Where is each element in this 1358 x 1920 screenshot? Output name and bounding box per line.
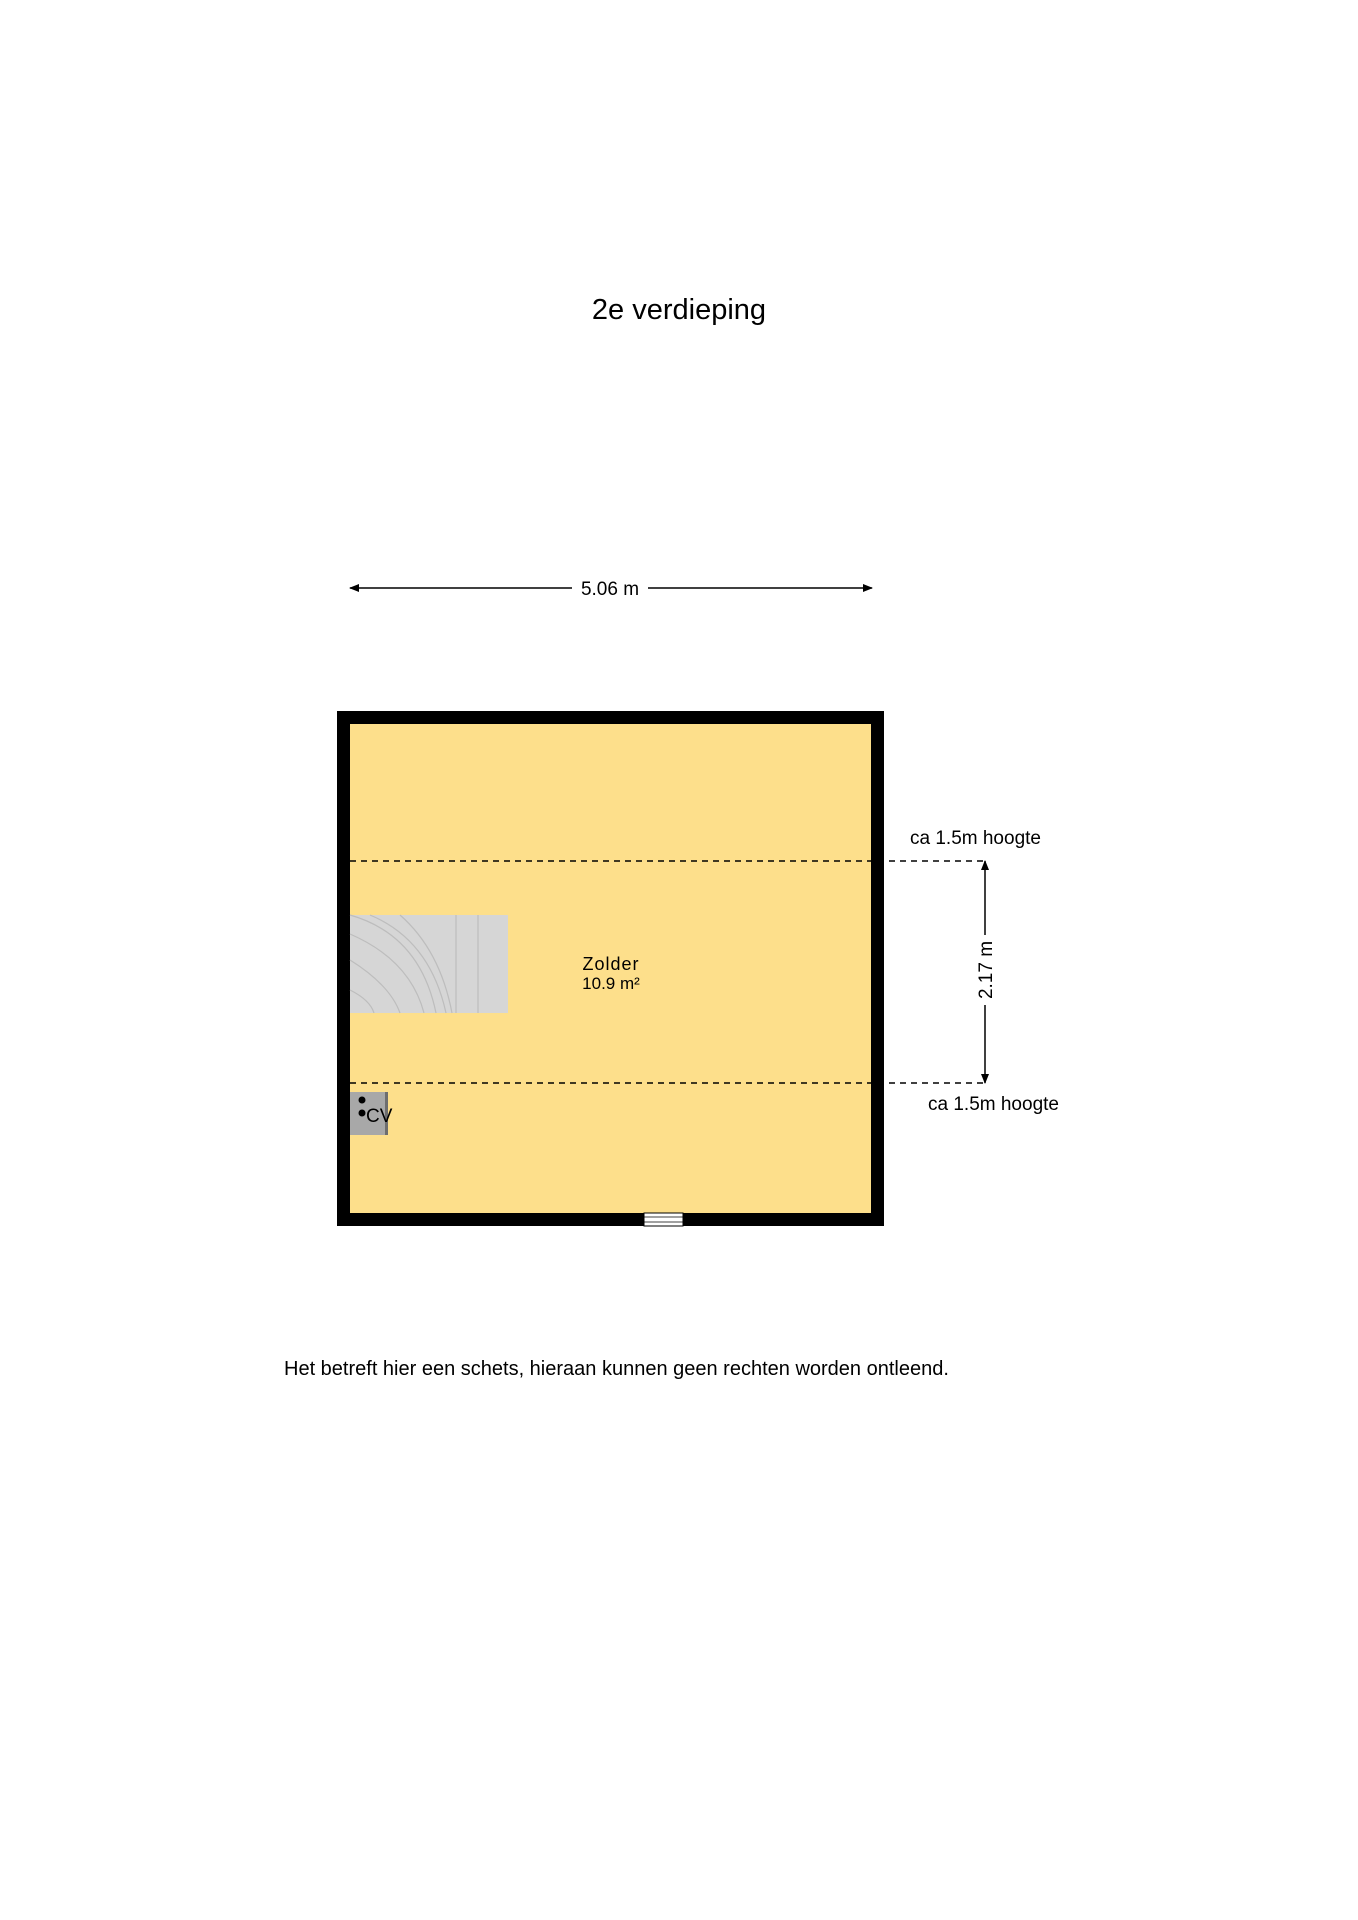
room-area: 10.9 m² [582,974,640,993]
upper-height-note: ca 1.5m hoogte [910,828,1041,849]
window [644,1213,683,1226]
page-title: 2e verdieping [591,294,767,326]
cv-boiler [350,1092,393,1135]
boiler-label: CV [366,1106,393,1127]
depth-dimension [976,861,997,1083]
width-label: 5.06 m [580,579,640,600]
boiler-pipe-icon [359,1097,366,1104]
room-name: Zolder [582,954,640,974]
depth-label: 2.17 m [976,940,997,1000]
wall-right [871,711,884,1226]
lower-height-note: ca 1.5m hoogte [928,1094,1059,1115]
wall-top [337,711,884,724]
staircase [350,915,508,1013]
wall-bottom-left [337,1213,644,1226]
wall-bottom-right [683,1213,884,1226]
disclaimer-text: Het betreft hier een schets, hieraan kunnen geen rechten worden ontleend. [284,1358,949,1380]
boiler-pipe-icon [359,1110,366,1117]
wall-left [337,711,350,1226]
width-dimension [350,579,872,600]
